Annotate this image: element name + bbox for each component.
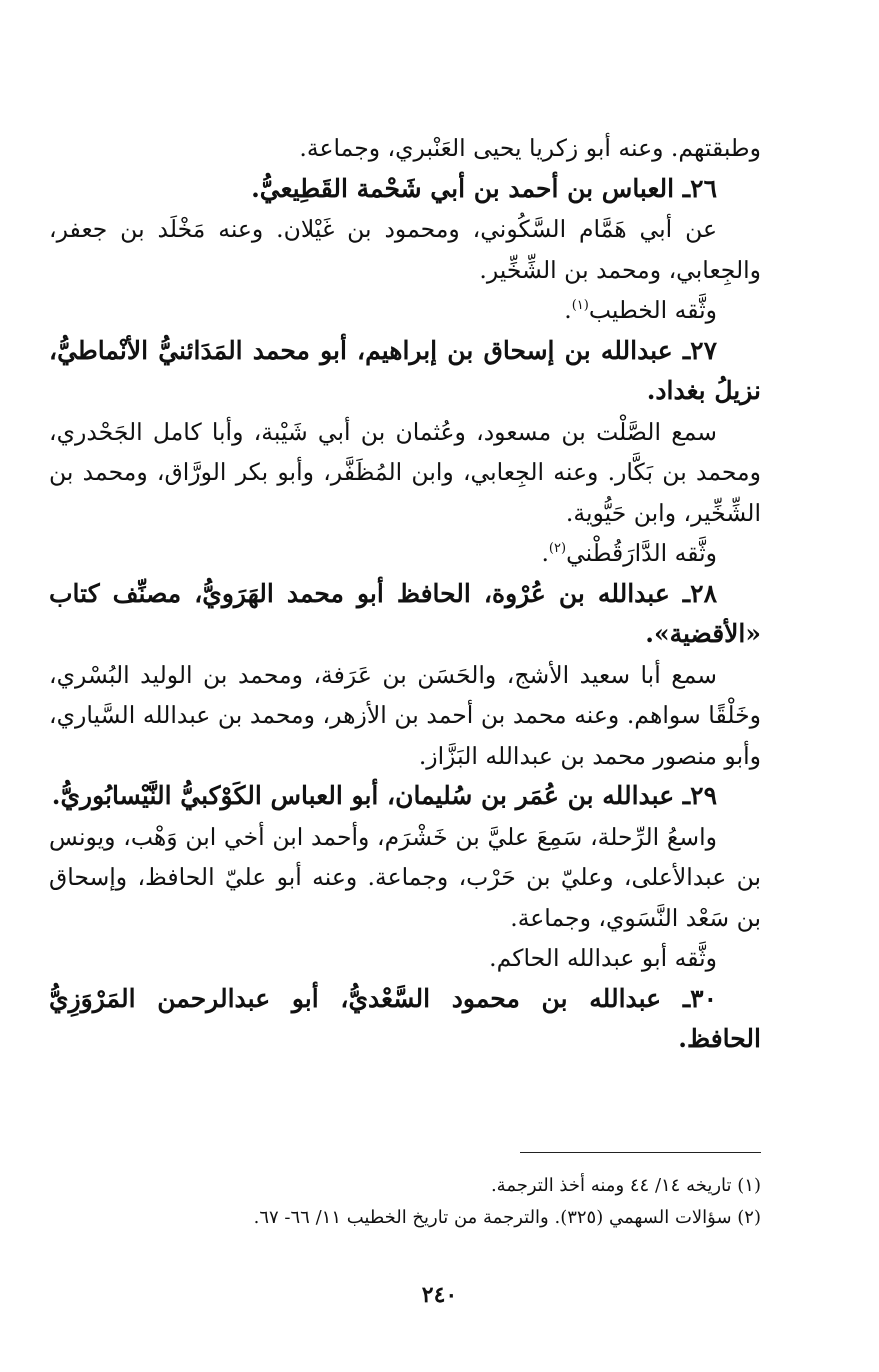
- footnote-separator: [520, 1152, 761, 1153]
- footnote-marker: (١): [571, 298, 589, 314]
- page-number: ٢٤٠: [421, 1282, 458, 1308]
- paragraph: وثَّقه الدَّارَقُطْني$^{(٢)}$.: [541, 539, 717, 567]
- paragraph: وثَّقه الخطيب$^{(١)}$.: [564, 296, 717, 324]
- paragraph: واسعُ الرِّحلة، سَمِعَ عليَّ بن خَشْرَم، وأحمد ابن أخي ابن وَهْب، ويونس بن عبدالأعلى، وعليّ بن حَرْب، وجماعة. وعنه أبو عليّ الحافظ، وإسحاق بن سَعْد النَّسَوي، وجماعة.: [49, 822, 761, 932]
- entry-heading: ٢٧ـ عبدالله بن إسحاق بن إبراهيم، أبو محمد المَدَائنيُّ الأنْماطيُّ، نزيلُ بغداد.: [49, 335, 761, 405]
- paragraph: وثَّقه أبو عبدالله الحاكم.: [489, 944, 717, 972]
- footnotes: [49, 1170, 761, 1234]
- entry-heading: ٣٠ـ عبدالله بن محمود السَّعْديُّ، أبو عبدالرحمن المَرْوَزِيُّ الحافظ.: [49, 983, 761, 1053]
- footnote: (٢) سؤالات السهمي (٣٢٥). والترجمة من تاريخ الخطيب ١١/ ٦٦- ٦٧.: [253, 1207, 761, 1228]
- footnote: (١) تاريخه ١٤/ ٤٤ ومنه أخذ الترجمة.: [490, 1175, 761, 1196]
- main-text: [49, 128, 761, 1060]
- paragraph: وطبقتهم. وعنه أبو زكريا يحيى العَنْبري، وجماعة.: [299, 134, 761, 162]
- entry-heading: ٢٨ـ عبدالله بن عُرْوة، الحافظ أبو محمد الهَرَويُّ، مصنِّف كتاب «الأقضية».: [49, 578, 761, 648]
- paragraph: عن أبي هَمَّام السَّكُوني، ومحمود بن غَيْلان. وعنه مَخْلَد بن جعفر، والجِعابي، ومحمد بن الشِّخِّير.: [49, 215, 761, 284]
- entry-heading: ٢٦ـ العباس بن أحمد بن أبي شَحْمة القَطِيعيُّ.: [251, 173, 717, 203]
- footnote-marker: (٢): [548, 541, 567, 557]
- entry-heading: ٢٩ـ عبدالله بن عُمَر بن سُليمان، أبو العباس الكَوْكبيُّ النَّيْسابُوريُّ.: [51, 781, 717, 810]
- paragraph: سمع أبا سعيد الأشج، والحَسَن بن عَرَفة، ومحمد بن الوليد البُسْري، وخَلْقًا سواهم. وعنه محمد بن أحمد بن الأزهر، ومحمد بن عبدالله السَّياري، وأبو منصور محمد بن عبدالله البَزَّاز.: [49, 660, 761, 770]
- paragraph: سمع الصَّلْت بن مسعود، وعُثمان بن أبي شَيْبة، وأبا كامل الجَحْدري، ومحمد بن بَكَّار. وعنه الجِعابي، وابن المُظَفَّر، وأبو بكر الورَّاق، ومحمد بن الشِّخِّير، وابن حَيُّوية.: [49, 417, 761, 527]
